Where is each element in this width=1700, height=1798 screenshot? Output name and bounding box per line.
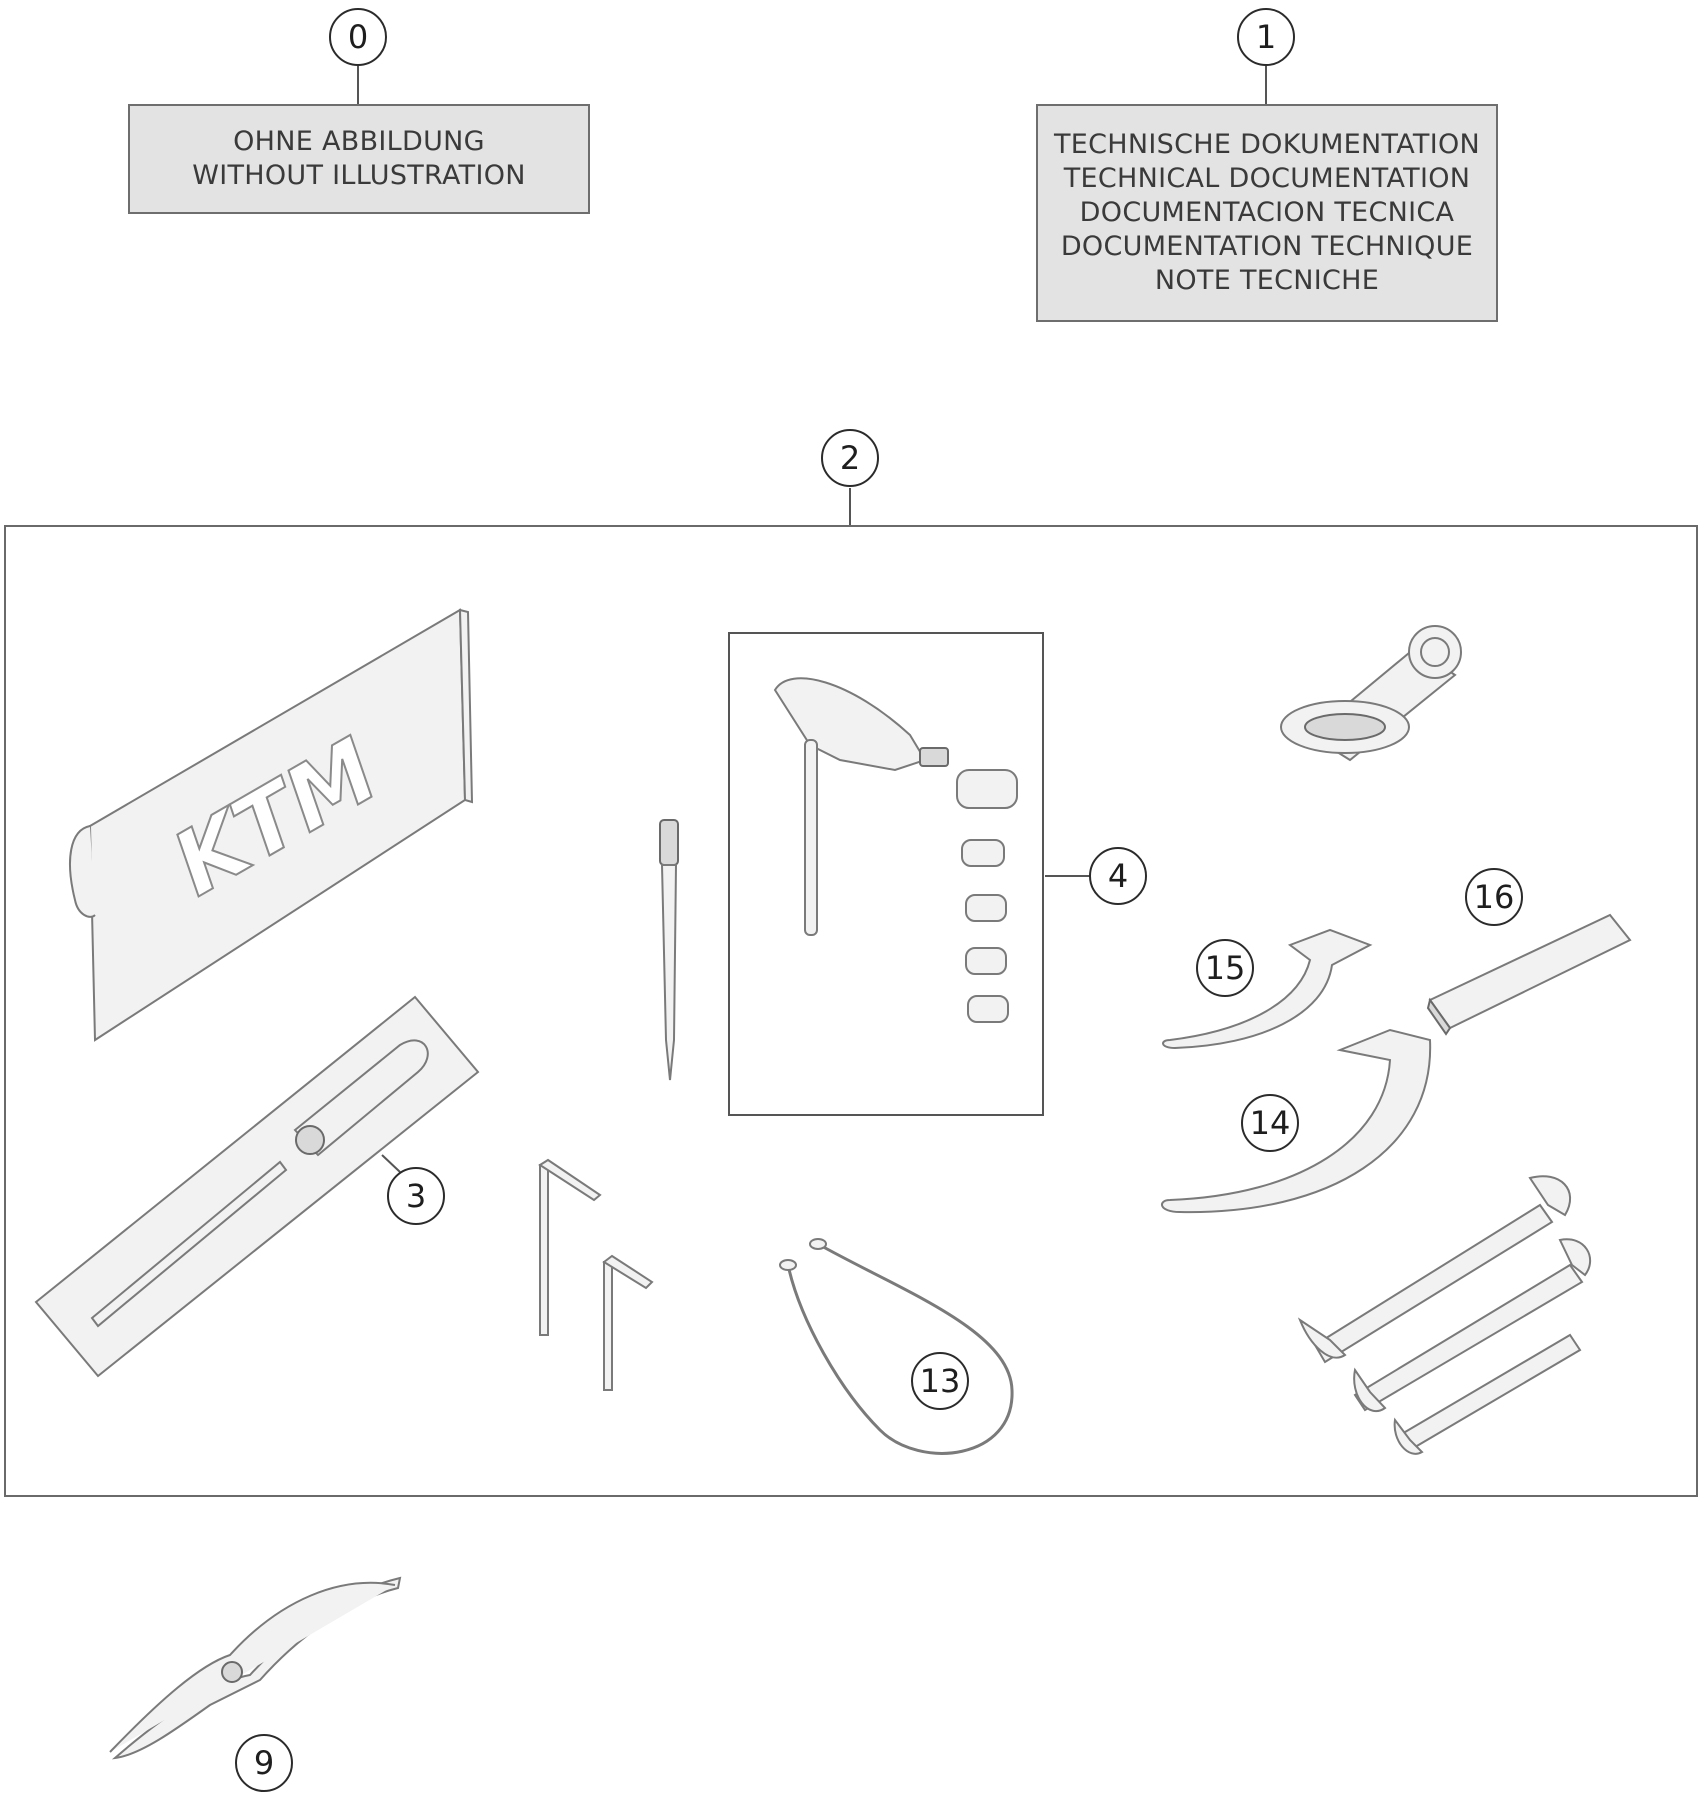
callout-15: 15 <box>1196 939 1254 997</box>
t-handle-driver <box>775 678 948 935</box>
callout-16: 16 <box>1465 868 1523 926</box>
callout-0: 0 <box>329 8 387 66</box>
callout-3: 3 <box>387 1167 445 1225</box>
bit-sockets <box>957 770 1017 1022</box>
callout-14: 14 <box>1241 1094 1299 1152</box>
ktm-logo-text: KTM <box>156 718 395 916</box>
hex-keys <box>540 1160 652 1390</box>
callout-2: 2 <box>821 429 879 487</box>
pliers <box>110 1578 400 1758</box>
callout-1: 1 <box>1237 8 1295 66</box>
tech-doc-line-en: TECHNICAL DOCUMENTATION <box>1063 163 1471 194</box>
leader-3 <box>382 1155 400 1172</box>
without-illustration-box <box>128 104 590 214</box>
awl-tool <box>660 820 678 1080</box>
tech-doc-line-it: NOTE TECNICHE <box>1154 265 1380 296</box>
callout-9: 9 <box>235 1734 293 1792</box>
open-end-wrenches <box>1300 1176 1590 1454</box>
cable-loop-13 <box>788 1244 1012 1453</box>
cylinder-bar-16 <box>1428 915 1630 1034</box>
technical-documentation-box <box>1036 104 1498 322</box>
callout-13: 13 <box>911 1352 969 1410</box>
ring-spanner-ktm <box>1281 626 1461 760</box>
without-illustration-line-1: OHNE ABBILDUNG <box>233 126 485 157</box>
callout-4: 4 <box>1089 847 1147 905</box>
hook-wrench-15 <box>1163 930 1370 1048</box>
bit-set-frame <box>729 633 1043 1115</box>
tech-doc-line-fr: DOCUMENTATION TECHNIQUE <box>1060 231 1474 262</box>
tech-doc-line-es: DOCUMENTACION TECNICA <box>1079 197 1455 228</box>
tech-doc-line-de: TECHNISCHE DOKUMENTATION <box>1053 129 1481 160</box>
without-illustration-line-2: WITHOUT ILLUSTRATION <box>192 160 526 191</box>
tool-bag <box>70 610 472 1040</box>
